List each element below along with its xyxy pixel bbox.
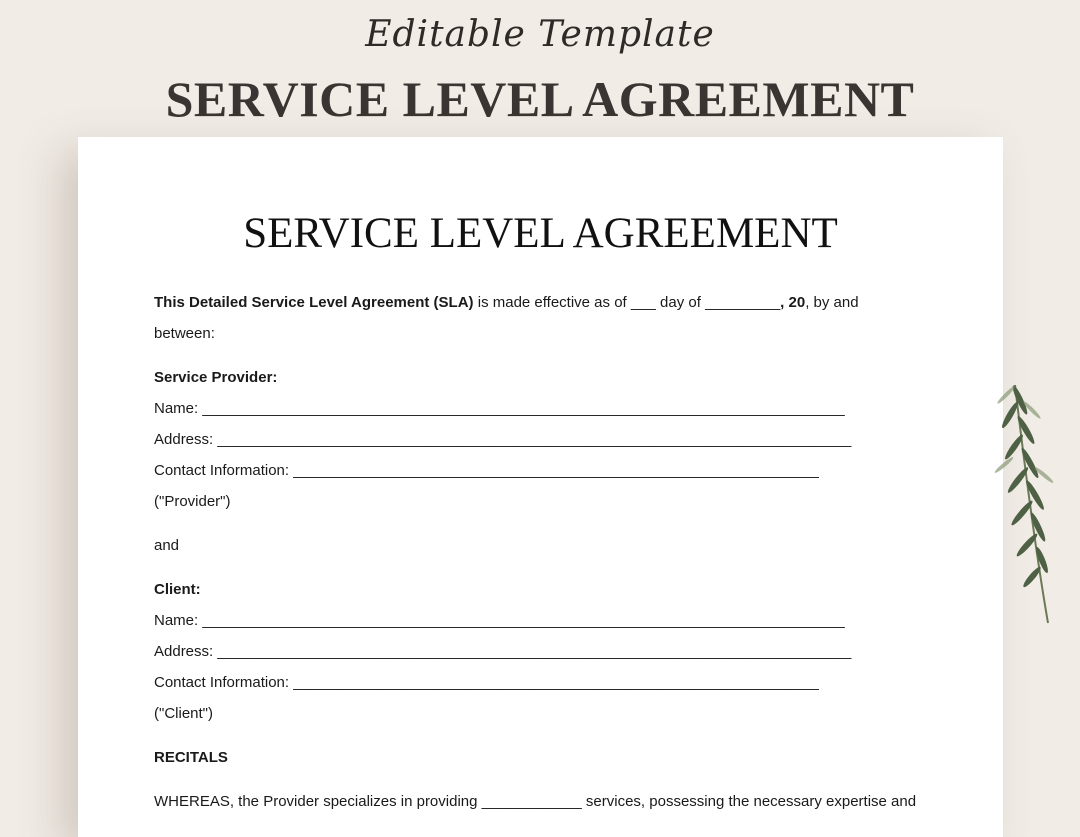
banner-title: SERVICE LEVEL AGREEMENT [165, 71, 915, 127]
provider-address-field[interactable]: Address: ____________________________________________________________________________ [154, 431, 852, 448]
client-heading: Client: [154, 581, 201, 598]
script-subtitle: Editable Template [365, 14, 715, 55]
client-contact-field[interactable]: Contact Information: _______________________________________________________________ [154, 674, 819, 691]
rosemary-sprig-image [980, 355, 1070, 635]
document-title: SERVICE LEVEL AGREEMENT [243, 210, 838, 257]
provider-label: ("Provider") [154, 493, 231, 510]
intro-continuation: between: [154, 325, 215, 342]
provider-name-field[interactable]: Name: _____________________________________________________________________________ [154, 400, 845, 417]
provider-contact-field[interactable]: Contact Information: _______________________________________________________________ [154, 462, 819, 479]
intro-text-b: , by and [805, 294, 859, 311]
recitals-heading: RECITALS [154, 749, 228, 766]
client-address-field[interactable]: Address: ____________________________________________________________________________ [154, 643, 852, 660]
intro-bold-a: This Detailed Service Level Agreement (SLA) [154, 294, 474, 311]
intro-line [154, 294, 859, 311]
client-label: ("Client") [154, 705, 213, 722]
document-page [78, 137, 1003, 837]
client-name-field[interactable]: Name: _____________________________________________________________________________ [154, 612, 845, 629]
provider-heading: Service Provider: [154, 369, 278, 386]
and-text: and [154, 537, 180, 554]
recital-text: WHEREAS, the Provider specializes in providing ____________ services, possessing the necessary expertise and [154, 793, 917, 810]
intro-text-a: is made effective as of ___ day of _________ [473, 294, 781, 311]
intro-bold-b: , 20 [780, 294, 806, 311]
